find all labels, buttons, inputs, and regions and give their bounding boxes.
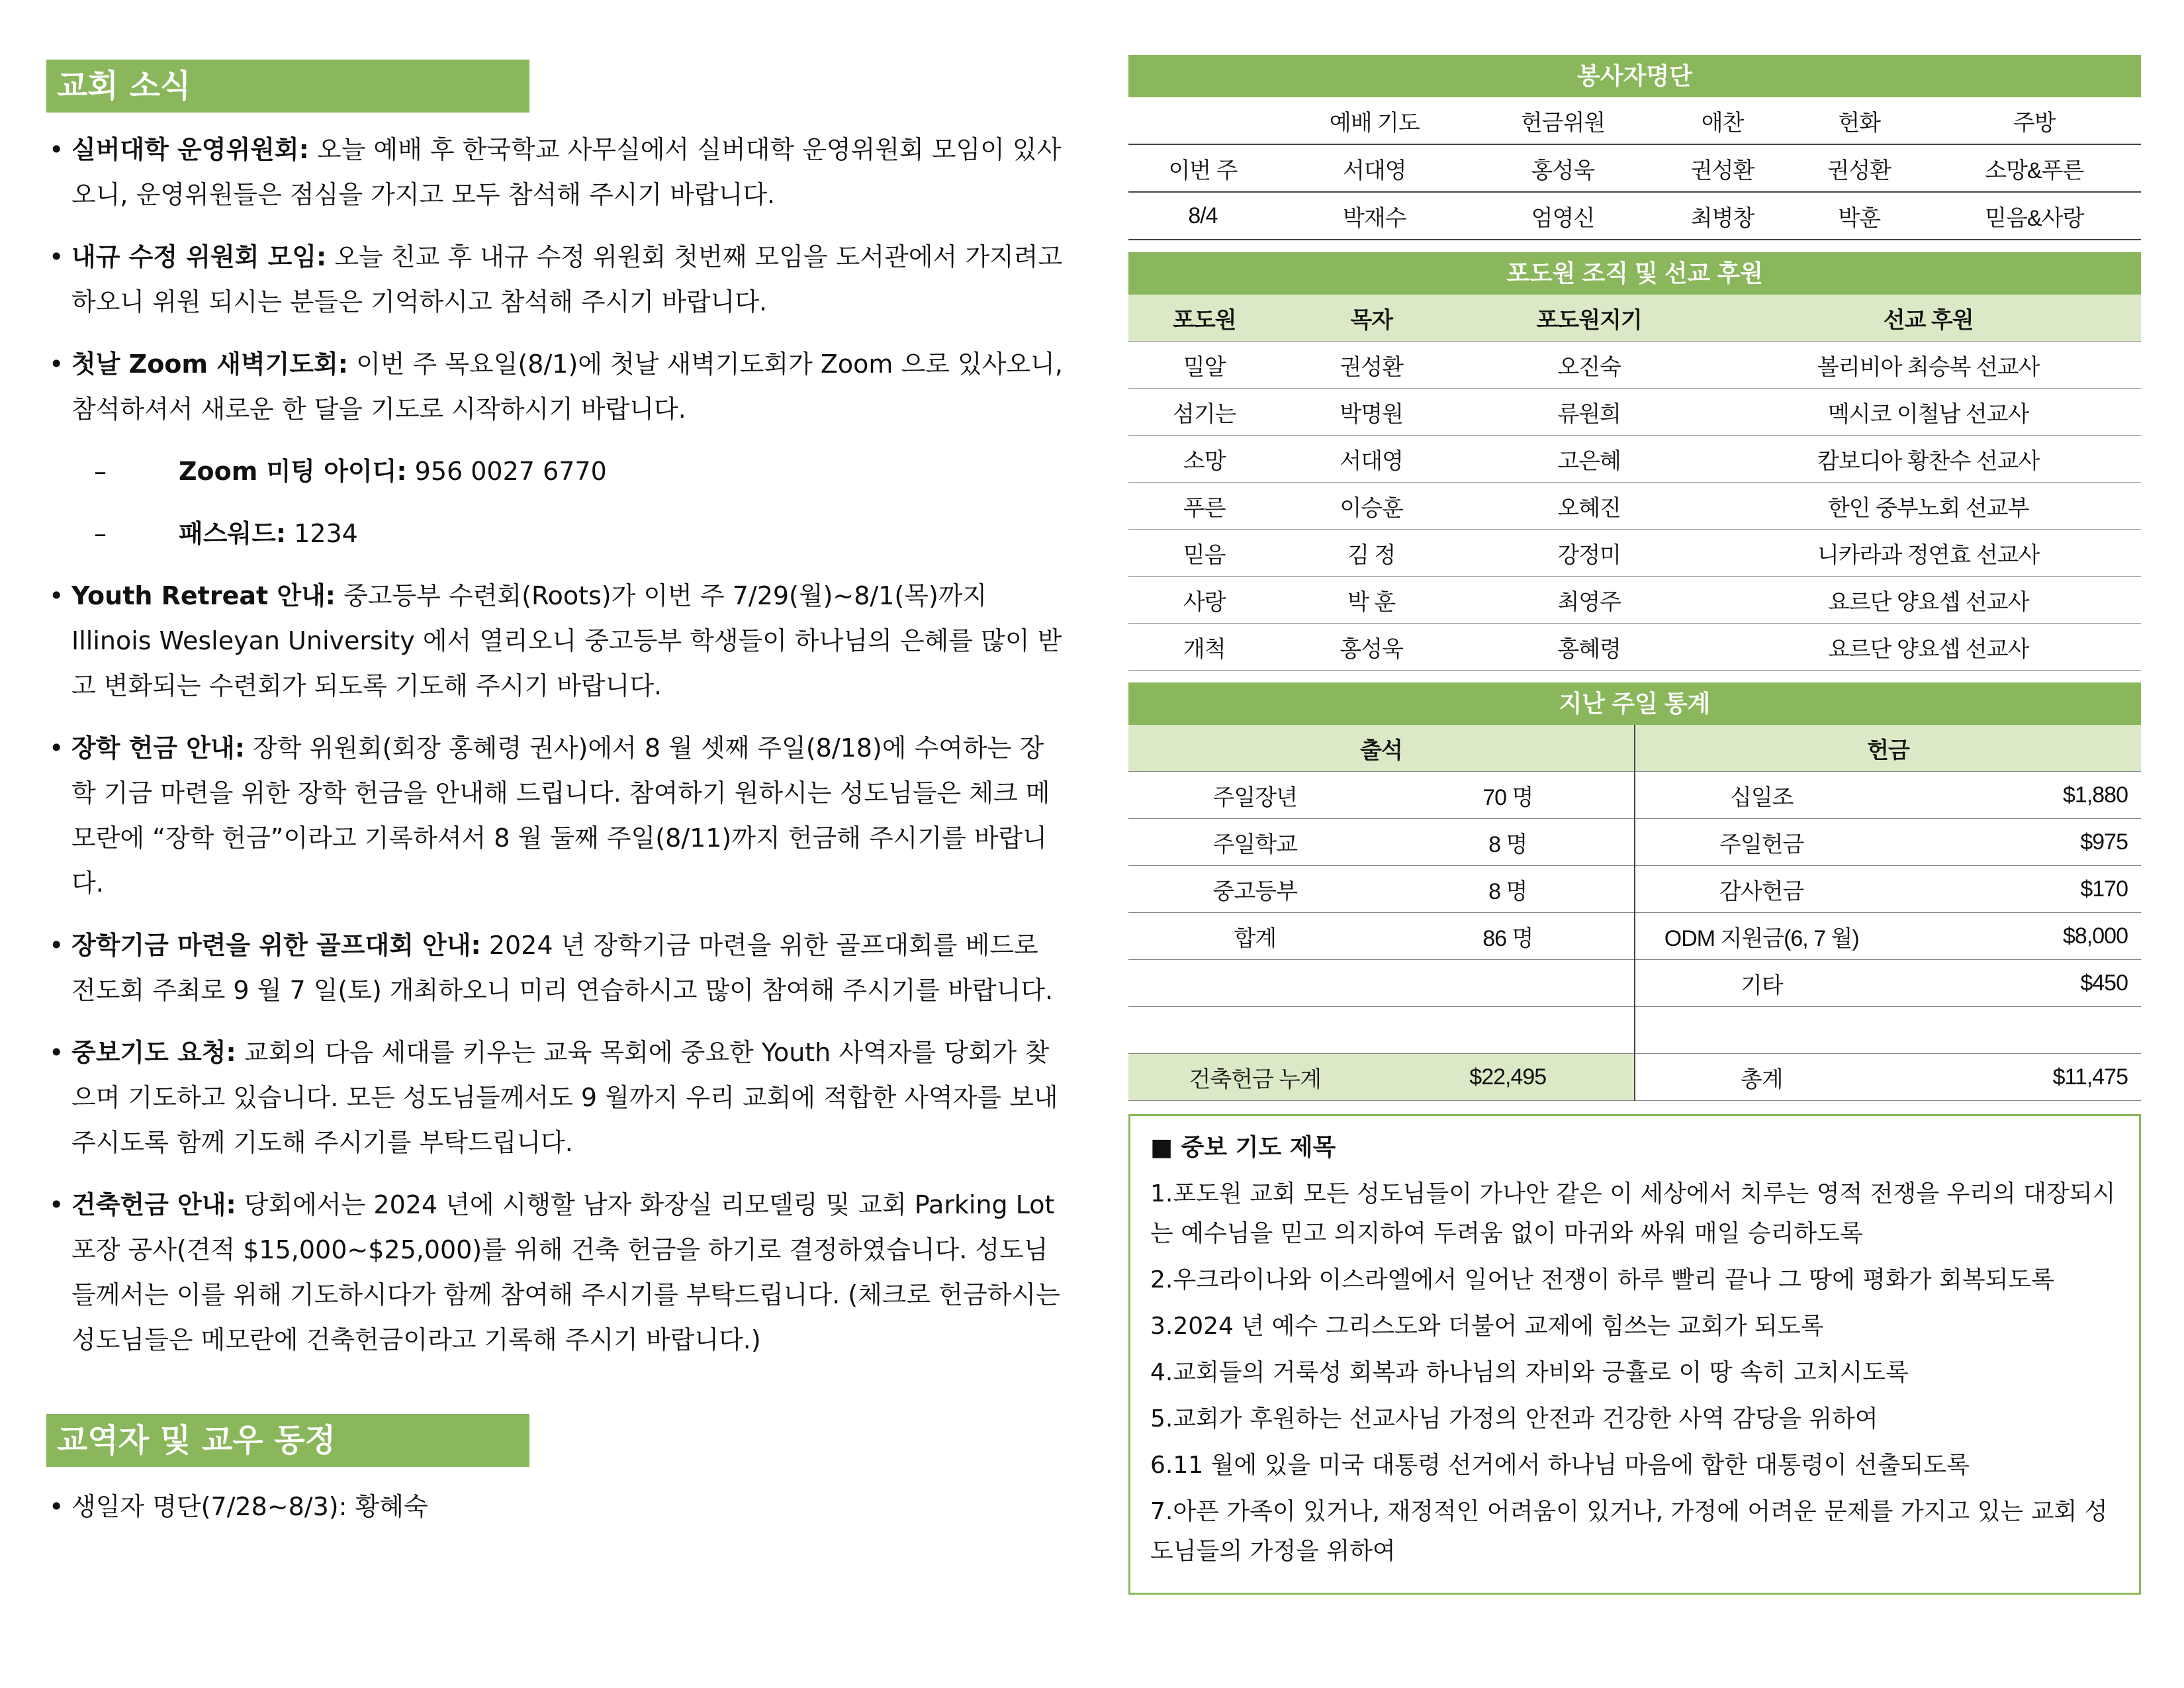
prayer-item: 6.11 월에 있을 미국 대통령 선거에서 하나님 마음에 합한 대통령이 선출되도록 — [1150, 1452, 1970, 1479]
prayer-item: 1.포도원 교회 모든 성도님들이 가나안 같은 이 세상에서 치루는 영적 전쟁을 우리의 대장되시는 예수님을 믿고 의지하여 두려움 없이 마귀와 싸워 매일 승리하도록 — [1150, 1180, 2116, 1247]
table-cell: $975 — [1888, 819, 2142, 866]
table-row — [1128, 577, 2141, 624]
table-cell: 최영주 — [1463, 577, 1716, 624]
table-cell: 밀알 — [1128, 342, 1281, 389]
news-item — [46, 726, 1066, 906]
news-label: 장학 헌금 안내: — [71, 733, 245, 763]
news-label: 첫날 Zoom 새벽기도회: — [71, 350, 348, 379]
table-header: 헌화 — [1791, 97, 1928, 144]
table-header: 목자 — [1281, 295, 1463, 342]
table-cell: 소망&푸른 — [1928, 144, 2141, 192]
prayer-item: 3.2024 년 예수 그리스도와 더불어 교제에 힘쓰는 교회가 되도록 — [1150, 1313, 1824, 1340]
table-cell: 강정미 — [1463, 530, 1716, 577]
table-row — [1128, 483, 2141, 530]
table-row — [1128, 772, 2141, 819]
prayer-box — [1128, 1114, 2141, 1595]
attendance-header: 출석 — [1128, 725, 1635, 772]
table-row — [1128, 530, 2141, 577]
news-list — [46, 127, 1066, 1362]
zoom-value: 1234 — [286, 519, 358, 548]
table-row — [1128, 192, 2141, 240]
table-cell — [1382, 1007, 1635, 1054]
table-cell: ODM 지원금(6, 7 월) — [1635, 913, 1888, 960]
table-cell: 믿음&사랑 — [1928, 192, 2141, 240]
bullet-icon: • — [49, 1038, 64, 1067]
table-cell: 권성환 — [1281, 342, 1463, 389]
table-cell: 개척 — [1128, 624, 1281, 671]
table-cell: 박 훈 — [1281, 577, 1463, 624]
prayer-item: 4.교회들의 거룩성 회복과 하나님의 자비와 긍휼로 이 땅 속히 고치시도록 — [1150, 1359, 1909, 1386]
table-row — [1128, 1054, 2141, 1101]
zoom-label: 패스워드: — [179, 519, 287, 548]
table-cell: 소망 — [1128, 436, 1281, 483]
table-cell: $1,880 — [1888, 772, 2142, 819]
table-cell: 박명원 — [1281, 389, 1463, 436]
building-label: 건축헌금 누계 — [1128, 1054, 1382, 1101]
table-cell: 사랑 — [1128, 577, 1281, 624]
bullet-icon: • — [49, 581, 64, 610]
table-cell: $8,000 — [1888, 913, 2142, 960]
dash-icon: – — [94, 457, 107, 486]
bullet-icon: • — [49, 1190, 64, 1219]
bullet-icon: • — [49, 931, 64, 960]
table-cell: 섬기는 — [1128, 389, 1281, 436]
table-header: 포도원 — [1128, 295, 1281, 342]
table-row — [1128, 1007, 2141, 1054]
table-cell: 권성환 — [1654, 144, 1791, 192]
zoom-password-item — [46, 511, 1066, 556]
table-row — [1128, 144, 2141, 192]
table-row — [1128, 866, 2141, 913]
table-cell: 박재수 — [1277, 192, 1472, 240]
bullet-icon: • — [49, 733, 64, 763]
news-item — [46, 127, 1066, 217]
missions-table — [1128, 295, 2141, 671]
zoom-label: Zoom 미팅 아이디: — [179, 457, 407, 486]
table-row — [1128, 436, 2141, 483]
table-header-row — [1128, 725, 2141, 772]
bullet-icon: • — [49, 242, 64, 271]
table-header-row — [1128, 97, 2141, 144]
table-cell: 고은혜 — [1463, 436, 1716, 483]
table-cell: 볼리비아 최승복 선교사 — [1715, 342, 2141, 389]
table-cell: 서대영 — [1277, 144, 1472, 192]
news-text: 오늘 친교 후 내규 수정 위원회 첫번째 모임을 도서관에서 가지려고 하오니 위원 되시는 분들은 기억하시고 참석해 주시기 바랍니다. — [71, 242, 1063, 316]
staff-section — [46, 1414, 1066, 1529]
news-item — [46, 573, 1066, 708]
news-label: 중보기도 요청: — [71, 1038, 236, 1067]
left-column — [46, 60, 1066, 1529]
table-header: 헌금위원 — [1472, 97, 1655, 144]
table-row — [1128, 913, 2141, 960]
news-text: 2024 년 장학기금 마련을 위한 골프대회를 베드로 전도회 주최로 9 월 7 일(토) 개최하오니 미리 연습하시고 많이 참여해 주시기를 바랍니다. — [71, 931, 1054, 1005]
table-cell: $450 — [1888, 960, 2142, 1007]
news-label: Youth Retreat 안내: — [71, 581, 336, 610]
table-cell — [1888, 1007, 2142, 1054]
table-cell — [1635, 1007, 1888, 1054]
table-cell: 중고등부 — [1128, 866, 1382, 913]
prayer-item: 2.우크라이나와 이스라엘에서 일어난 전쟁이 하루 빨리 끝나 그 땅에 평화가 회복되도록 — [1150, 1266, 2054, 1293]
birthday-line — [46, 1484, 1066, 1529]
table-header: 주방 — [1928, 97, 2141, 144]
table-cell: 캄보디아 황찬수 선교사 — [1715, 436, 2141, 483]
table-cell: 요르단 양요셉 선교사 — [1715, 577, 2141, 624]
table-cell: 푸른 — [1128, 483, 1281, 530]
staff-section-title: 교역자 및 교우 동정 — [46, 1414, 529, 1467]
prayer-item: 5.교회가 후원하는 선교사님 가정의 안전과 건강한 사역 감당을 위하여 — [1150, 1405, 1878, 1432]
table-header: 예배 기도 — [1277, 97, 1472, 144]
table-cell: 류원희 — [1463, 389, 1716, 436]
table-cell: 8 명 — [1382, 819, 1635, 866]
table-cell: 최병창 — [1654, 192, 1791, 240]
news-item — [46, 342, 1066, 432]
volunteers-title: 봉사자명단 — [1128, 55, 2141, 97]
table-header — [1128, 97, 1277, 144]
birthday-text: 생일자 명단(7/28~8/3): 황혜숙 — [71, 1492, 428, 1521]
news-text: 오늘 예배 후 한국학교 사무실에서 실버대학 운영위원회 모임이 있사오니, 운영위원들은 점심을 가지고 모두 참석해 주시기 바랍니다. — [71, 135, 1062, 209]
table-cell: $170 — [1888, 866, 2142, 913]
table-cell: 니카라과 정연효 선교사 — [1715, 530, 2141, 577]
news-label: 장학기금 마련을 위한 골프대회 안내: — [71, 931, 481, 960]
table-cell: 이승훈 — [1281, 483, 1463, 530]
table-cell: 이번 주 — [1128, 144, 1277, 192]
table-cell: 8/4 — [1128, 192, 1277, 240]
news-label: 실버대학 운영위원회: — [71, 135, 309, 164]
table-cell: 박훈 — [1791, 192, 1928, 240]
building-value: $22,495 — [1382, 1054, 1635, 1101]
table-row — [1128, 960, 2141, 1007]
table-cell: 70 명 — [1382, 772, 1635, 819]
table-header-row — [1128, 295, 2141, 342]
news-item — [46, 234, 1066, 324]
table-header: 애찬 — [1654, 97, 1791, 144]
table-cell: 한인 중부노회 선교부 — [1715, 483, 2141, 530]
table-cell — [1128, 1007, 1382, 1054]
table-cell: 홍혜령 — [1463, 624, 1716, 671]
stats-title: 지난 주일 통계 — [1128, 682, 2141, 725]
prayer-title: ■ 중보 기도 제목 — [1150, 1134, 1336, 1161]
table-cell: 오혜진 — [1463, 483, 1716, 530]
table-cell: 홍성욱 — [1472, 144, 1655, 192]
volunteers-table — [1128, 97, 2141, 240]
table-cell: 홍성욱 — [1281, 624, 1463, 671]
offering-header: 헌금 — [1635, 725, 2141, 772]
bullet-icon: • — [49, 350, 64, 379]
table-header: 선교 후원 — [1715, 295, 2141, 342]
table-cell: 요르단 양요셉 선교사 — [1715, 624, 2141, 671]
news-text: 당회에서는 2024 년에 시행할 남자 화장실 리모델링 및 교회 Parking Lot 포장 공사(견적 $15,000~$25,000)를 위해 건축 헌금을 하기로 결정하였습니다. 성도님들께서는 이를 위해 기도하시다가 함께 참여해 주시기를 부탁드립니다. (체크로 헌금하시는 성도님들은 메모란에 건축헌금이라고 기록해 주시기 바랍니다.) — [71, 1190, 1060, 1354]
news-item — [46, 1182, 1066, 1362]
table-cell: 엄영신 — [1472, 192, 1655, 240]
table-cell: 김 정 — [1281, 530, 1463, 577]
table-cell: 믿음 — [1128, 530, 1281, 577]
table-cell: 십일조 — [1635, 772, 1888, 819]
news-item — [46, 1030, 1066, 1165]
dash-icon: – — [94, 519, 107, 548]
news-text: 교회의 다음 세대를 키우는 교육 목회에 중요한 Youth 사역자를 당회가 찾으며 기도하고 있습니다. 모든 성도님들께서도 9 월까지 우리 교회에 적합한 사역자를 보내주시도록 함께 기도해 주시기를 부탁드립니다. — [71, 1038, 1058, 1157]
table-cell: 권성환 — [1791, 144, 1928, 192]
stats-table — [1128, 725, 2141, 1101]
news-text: 장학 위원회(회장 홍혜령 권사)에서 8 월 셋째 주일(8/18)에 수여하는 장학 기금 마련을 위한 장학 헌금을 안내해 드립니다. 참여하기 원하시는 성도님들은 체크 메모란에 “장학 헌금”이라고 기록하셔서 8 월 둘째 주일(8/11)까지 헌금해 주시기를 바랍니다. — [71, 733, 1050, 898]
table-cell: 오진숙 — [1463, 342, 1716, 389]
table-cell — [1128, 960, 1382, 1007]
right-column — [1128, 55, 2141, 1595]
bullet-icon: • — [49, 1492, 64, 1521]
table-cell: 주일장년 — [1128, 772, 1382, 819]
table-cell: 주일학교 — [1128, 819, 1382, 866]
table-row — [1128, 389, 2141, 436]
news-text: 중고등부 수련회(Roots)가 이번 주 7/29(월)~8/1(목)까지 Illinois Wesleyan University 에서 열리오니 중고등부 학생들이 하나님의 은혜를 많이 받고 변화되는 수련회가 되도록 기도해 주시기 바랍니다. — [71, 581, 1062, 700]
table-row — [1128, 819, 2141, 866]
table-row — [1128, 624, 2141, 671]
table-cell: 8 명 — [1382, 866, 1635, 913]
zoom-value: 956 0027 6770 — [406, 457, 607, 486]
table-cell — [1382, 960, 1635, 1007]
table-header: 포도원지기 — [1463, 295, 1716, 342]
table-row — [1128, 342, 2141, 389]
table-cell: 합계 — [1128, 913, 1382, 960]
total-label: 총계 — [1635, 1054, 1888, 1101]
news-label: 건축헌금 안내: — [71, 1190, 236, 1219]
news-item — [46, 923, 1066, 1013]
table-cell: 감사헌금 — [1635, 866, 1888, 913]
news-text: 이번 주 목요일(8/1)에 첫날 새벽기도회가 Zoom 으로 있사오니, 참석하셔서 새로운 한 달을 기도로 시작하시기 바랍니다. — [71, 350, 1063, 424]
table-cell: 86 명 — [1382, 913, 1635, 960]
table-cell: 서대영 — [1281, 436, 1463, 483]
table-cell: 주일헌금 — [1635, 819, 1888, 866]
table-cell: 멕시코 이철남 선교사 — [1715, 389, 2141, 436]
missions-title: 포도원 조직 및 선교 후원 — [1128, 252, 2141, 295]
table-cell: 기타 — [1635, 960, 1888, 1007]
prayer-item: 7.아픈 가족이 있거나, 재정적인 어려움이 있거나, 가정에 어려운 문제를 가지고 있는 교회 성도님들의 가정을 위하여 — [1150, 1498, 2108, 1565]
news-label: 내규 수정 위원회 모임: — [71, 242, 327, 271]
bullet-icon: • — [49, 135, 64, 164]
zoom-id-item — [46, 449, 1066, 494]
total-value: $11,475 — [1888, 1054, 2142, 1101]
news-section-title: 교회 소식 — [46, 60, 529, 113]
